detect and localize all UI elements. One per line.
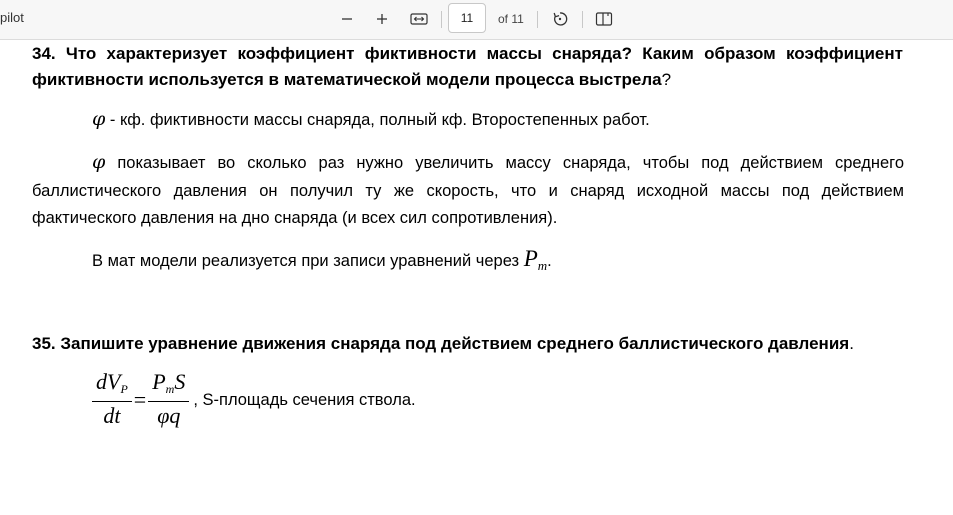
page-view-button[interactable]	[591, 7, 617, 31]
zoom-out-button[interactable]	[334, 7, 360, 31]
phi-symbol: φ	[92, 151, 106, 173]
page-number-input[interactable]	[448, 3, 486, 33]
rotate-icon	[551, 10, 569, 28]
page-view-icon	[595, 11, 613, 27]
motion-equation	[92, 370, 416, 430]
rhs-fraction: $\frac{P_mS}{\varphi q}$	[148, 370, 189, 430]
pm-symbol: $P_m$	[523, 246, 548, 273]
toolbar-separator	[537, 11, 538, 28]
zoom-in-icon	[375, 12, 389, 26]
question-35-text: 35. Запишите уравнение движения снаряда под действием среднего баллистического давления	[32, 334, 850, 353]
question-35-mark: .	[849, 334, 854, 353]
question-34-text: 34. Что характеризует коэффициент фиктивности массы снаряда? Каким образом коэффициент фиктивности используется в математической модели процесса выстрела	[32, 44, 903, 89]
zoom-out-icon	[340, 12, 354, 26]
fit-width-icon	[410, 12, 428, 26]
app-name: pilot	[0, 10, 24, 25]
equals-sign: =	[133, 387, 147, 412]
page-total-label: of 11	[498, 12, 524, 26]
question-34-mark: ?	[661, 70, 672, 89]
toolbar-separator	[582, 11, 583, 28]
phi-explanation	[32, 149, 904, 233]
question-35-title	[32, 331, 903, 357]
document-page	[0, 40, 953, 515]
lhs-fraction: $\frac{dV_P}{dt}$	[92, 370, 132, 430]
phi-symbol: φ	[92, 108, 106, 130]
model-note-text: В мат модели реализуется при записи уравнений через	[92, 252, 524, 270]
zoom-in-button[interactable]	[369, 7, 395, 31]
formula-note: , S-площадь сечения ствола.	[193, 390, 416, 409]
phi-definition	[92, 106, 650, 134]
toolbar-separator	[441, 11, 442, 28]
fit-width-button[interactable]	[406, 7, 432, 31]
question-34-title	[32, 41, 903, 93]
phi-explanation-text: показывает во сколько раз нужно увеличить массу снаряда, чтобы под действием среднего баллистического давления он получил ту же скорость, что и снаряд исходной массы под действием фактического давления на дно снаряда (и всех сил сопротивления).	[32, 154, 904, 227]
model-note-end: .	[547, 252, 552, 270]
phi-definition-text: - кф. фиктивности массы снаряда, полный кф. Второстепенных работ.	[105, 111, 650, 129]
model-note	[92, 245, 552, 279]
pdf-toolbar	[0, 0, 953, 40]
rotate-button[interactable]	[547, 7, 573, 31]
